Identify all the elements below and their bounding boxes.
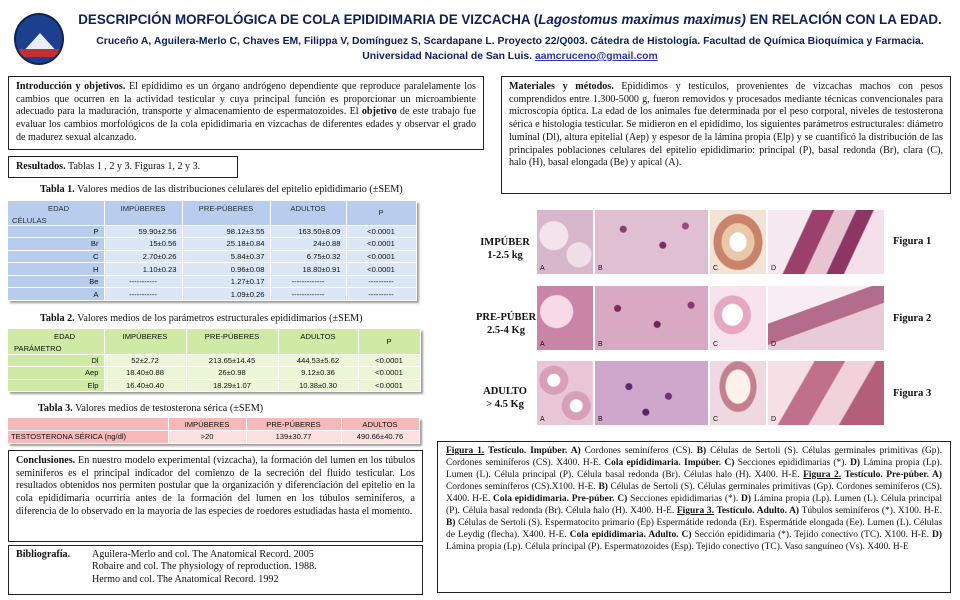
micrograph-3c bbox=[710, 361, 766, 425]
bibliography-box bbox=[8, 545, 423, 595]
row-label-impuber bbox=[470, 236, 540, 262]
intro-objective-word: objetivo bbox=[361, 106, 397, 118]
micrograph-2a bbox=[537, 286, 593, 350]
table3-corner bbox=[8, 418, 168, 431]
intro-box bbox=[8, 76, 484, 150]
conclusions-heading: Conclusiones. bbox=[16, 455, 76, 466]
conclusions-box bbox=[8, 450, 423, 542]
panel-letter: C bbox=[713, 265, 719, 272]
table-cell: ---------- bbox=[346, 275, 416, 288]
title-part-b: EN RELACIÓN CON LA EDAD. bbox=[745, 12, 942, 27]
table-cell: ----------- bbox=[104, 275, 182, 288]
figure-label-3: Figura 3 bbox=[893, 388, 932, 399]
intro-text-end: de este trabajo fue evaluar los cambios morfológicos de la cola epididimaria en vizcachas de diferentes edades y observar el grado de madurez sexual alcanzado. bbox=[16, 106, 476, 143]
bibliography-heading: Bibliografía. bbox=[16, 549, 71, 560]
micrograph-1d bbox=[768, 210, 884, 274]
legend-letter: B) bbox=[696, 446, 707, 456]
table1 bbox=[8, 201, 417, 301]
table1-row-label: C bbox=[8, 250, 104, 263]
table1-caption-text: Valores medios de las distribuciones celulares del epitelio epididimario (±SEM) bbox=[74, 184, 403, 195]
table-row bbox=[8, 367, 420, 380]
table2-row-label: Aep bbox=[8, 367, 104, 380]
legend-text: Lámina propia (Lp). Célula principal (P). Espermatozoides (Esp). Tejido conectivo (TC). Vaso sanguíneo (Vs). X400. H-E bbox=[446, 542, 909, 552]
table-cell: 139±30.77 bbox=[246, 431, 341, 444]
legend-text: Células de Sertoli (S). Células germinales primitivas (Gp). Cordones seminíferos (CS). X400. H-E. bbox=[446, 482, 942, 504]
panel-letter: D bbox=[771, 416, 777, 423]
results-text: Tablas 1 , 2 y 3. Figuras 1, 2 y 3. bbox=[65, 161, 201, 172]
row-label-adulto bbox=[470, 385, 540, 411]
table2-col-header: ADULTOS bbox=[278, 329, 358, 354]
table2-row-label: Dl bbox=[8, 354, 104, 367]
table2-col-header: PRE-PÚBERES bbox=[186, 329, 278, 354]
legend-subtitle: Cola epididimaria. Adulto. C) bbox=[569, 530, 692, 540]
legend-text: Células de Sertoli (S). Espermatocito primario (Ep) Espermátide redonda (Er). Espermátide elongada (Ee). Lumen (L). Células de Leydig (flecha). X400. H-E. bbox=[446, 518, 942, 540]
table-cell: ------------- bbox=[270, 288, 346, 301]
table1-row-label: Br bbox=[8, 238, 104, 251]
table-cell: 0.96±0.08 bbox=[182, 263, 270, 276]
table1-col-header: ADULTOS bbox=[270, 201, 346, 225]
panel-letter: A bbox=[540, 341, 545, 348]
table-cell: 98.12±3.55 bbox=[182, 225, 270, 238]
table-cell: <0.0001 bbox=[346, 250, 416, 263]
micrograph-2d bbox=[768, 286, 884, 350]
table-cell: <0.0001 bbox=[346, 225, 416, 238]
legend-text: Secciones epididimarias (*). bbox=[734, 458, 851, 468]
table-cell: 6.75±0.32 bbox=[270, 250, 346, 263]
panel-letter: A bbox=[540, 416, 545, 423]
micrograph-3d bbox=[768, 361, 884, 425]
table2 bbox=[8, 329, 421, 392]
panel-letter: B bbox=[598, 265, 603, 272]
table3 bbox=[8, 418, 420, 444]
legend-figure2-label: Figura 2. bbox=[803, 470, 842, 480]
table-cell: ------------- bbox=[270, 275, 346, 288]
legend-letter: A) bbox=[567, 446, 581, 456]
row-group: ADULTO bbox=[483, 386, 527, 397]
table-cell: 213.65±14.45 bbox=[186, 354, 278, 367]
authors-line bbox=[70, 34, 950, 64]
table2-corner-bottom: PARÁMETRO bbox=[14, 344, 62, 353]
poster-title bbox=[70, 12, 950, 27]
intro-heading: Introducción y objetivos. bbox=[16, 81, 126, 92]
table-row bbox=[8, 288, 416, 301]
methods-heading: Materiales y métodos. bbox=[509, 81, 614, 92]
panel-letter: B bbox=[598, 341, 603, 348]
table3-row-label: TESTOSTERONA SÉRICA (ng/dl) bbox=[8, 431, 168, 444]
authors-text: Cruceño A, Aguilera-Merlo C, Chaves EM, Filippa V, Domínguez S, Scardapane L. Proyecto 22/Q003. Cátedra de Histología. Facultad de Química Bioquímica y Farmacia. Universidad Nacional de San Luis. bbox=[96, 36, 924, 62]
list-item: Hermo and col. The Anatomical Record. 1992 bbox=[92, 573, 279, 585]
legend-figure3-label: Figura 3. bbox=[676, 506, 714, 516]
table-cell: <0.0001 bbox=[346, 263, 416, 276]
table-cell: 15±0.56 bbox=[104, 238, 182, 251]
row-weight: > 4.5 Kg bbox=[486, 399, 524, 410]
methods-box bbox=[501, 76, 951, 194]
legend-letter: D) bbox=[932, 530, 943, 540]
intro-text: El epidídimo es un órgano andrógeno dependiente que reproduce paralelamente los cambios que ocurren en la actividad testicular y cuya principal función es proporcionar un microambiente adecuado para la maduración, transporte y almacenamiento de espermatozoides. El bbox=[16, 81, 476, 118]
table1-wrapper bbox=[8, 201, 417, 301]
table-row bbox=[8, 354, 420, 367]
micrograph-3a bbox=[537, 361, 593, 425]
panel-letter: A bbox=[540, 265, 545, 272]
micrograph-1a bbox=[537, 210, 593, 274]
table1-corner-top: EDAD bbox=[48, 204, 70, 213]
table-cell: 18.40±0.88 bbox=[104, 367, 186, 380]
legend-text: Cordones seminíferos (CS). bbox=[580, 446, 697, 456]
table2-row-label: Elp bbox=[8, 379, 104, 392]
table2-corner-top: EDAD bbox=[54, 332, 76, 341]
micrograph-1c bbox=[710, 210, 766, 274]
legend-figure2-title: Testículo. Pre-púber. A) bbox=[841, 470, 943, 480]
figure-label-2: Figura 2 bbox=[893, 313, 932, 324]
panel-letter: C bbox=[713, 341, 719, 348]
logo-band bbox=[16, 49, 62, 57]
table2-col-header: IMPÚBERES bbox=[104, 329, 186, 354]
table1-caption bbox=[40, 184, 403, 195]
panel-letter: D bbox=[771, 265, 777, 272]
table-cell: 18.80±0.91 bbox=[270, 263, 346, 276]
row-group: IMPÚBER bbox=[480, 237, 530, 248]
legend-text: Lámina propia (Lp). Lumen (L). Célula principal (P). Célula basal redonda (Br). Célula halo (H). X400. H-E. bbox=[446, 494, 942, 516]
table3-wrapper bbox=[8, 418, 420, 444]
table-cell: 2.70±0.26 bbox=[104, 250, 182, 263]
table2-header-row bbox=[8, 329, 420, 354]
results-box bbox=[8, 156, 238, 178]
table1-col-header: P bbox=[346, 201, 416, 225]
row-label-prepuber bbox=[466, 311, 546, 337]
table2-wrapper bbox=[8, 329, 421, 392]
table-cell: 5.84±0.37 bbox=[182, 250, 270, 263]
legend-letter: B) bbox=[598, 482, 608, 492]
table-row bbox=[8, 263, 416, 276]
table-cell: 444.53±5.62 bbox=[278, 354, 358, 367]
legend-figure1-label: Figura 1. bbox=[446, 446, 485, 456]
legend-text: Secciones epididimarias (*). bbox=[627, 494, 741, 504]
table3-col-header: PRE-PÚBERES bbox=[246, 418, 341, 431]
table-cell: <0.0001 bbox=[358, 354, 420, 367]
row-group: PRE-PÚBER bbox=[475, 312, 537, 323]
table-cell: 59.90±2.56 bbox=[104, 225, 182, 238]
table1-corner-bottom: CÉLULAS bbox=[12, 216, 47, 225]
table-cell: <0.0001 bbox=[358, 367, 420, 380]
table3-col-header: IMPÚBERES bbox=[168, 418, 246, 431]
university-logo bbox=[14, 13, 64, 65]
table-row bbox=[8, 431, 419, 444]
table-cell: >20 bbox=[168, 431, 246, 444]
legend-letter: D) bbox=[741, 494, 751, 504]
table1-corner bbox=[8, 201, 104, 225]
table3-caption bbox=[38, 403, 263, 414]
figure-legend-box bbox=[437, 441, 951, 593]
table2-caption-label: Tabla 2. bbox=[40, 313, 75, 324]
table1-row-label: P bbox=[8, 225, 104, 238]
micrograph-2c bbox=[710, 286, 766, 350]
legend-text: Sección epididimaria (*). Tejido conectivo (TC). X100. H-E. bbox=[691, 530, 933, 540]
table2-col-header: P bbox=[358, 329, 420, 354]
table-cell: 1.27±0.17 bbox=[182, 275, 270, 288]
table-row bbox=[8, 238, 416, 251]
table-cell: 1.10±0.23 bbox=[104, 263, 182, 276]
figure-label-1: Figura 1 bbox=[893, 236, 932, 247]
table-cell: 9.12±0.36 bbox=[278, 367, 358, 380]
contact-email-link[interactable]: aamcruceno@gmail.com bbox=[534, 51, 658, 62]
row-weight: 1-2.5 kg bbox=[487, 250, 523, 261]
row-weight: 2.5-4 Kg bbox=[487, 325, 525, 336]
table-cell: 163.50±8.09 bbox=[270, 225, 346, 238]
table1-caption-label: Tabla 1. bbox=[40, 184, 75, 195]
table-cell: 25.18±0.84 bbox=[182, 238, 270, 251]
table1-row-label: A bbox=[8, 288, 104, 301]
table-cell: <0.0001 bbox=[346, 238, 416, 251]
table2-corner bbox=[8, 329, 104, 354]
table1-col-header: PRE-PÚBERES bbox=[182, 201, 270, 225]
table3-caption-label: Tabla 3. bbox=[38, 403, 73, 414]
table-row bbox=[8, 379, 420, 392]
table-cell: 1.09±0.26 bbox=[182, 288, 270, 301]
table-row bbox=[8, 225, 416, 238]
legend-text: Células de Sertoli (S). Células germinales primitivas (Gp). Cordones seminíferos (CS). X400. H-E. bbox=[446, 446, 943, 468]
table2-caption-text: Valores medios de los parámetros estructurales epididimarios (±SEM) bbox=[74, 313, 363, 324]
legend-subtitle: Cola epididimaria. Impúber. C) bbox=[604, 458, 735, 468]
figure-panel bbox=[430, 205, 955, 430]
table-cell: <0.0001 bbox=[358, 379, 420, 392]
methods-text: Epidídimos y testículos, provenientes de vizcachas machos con pesos comprendidos entre 1.300-5000 g, fueron removidos y procesados mediante técnicas convencionales para microscopía óptica. La edad de los animales fue determinada por el peso corporal, niveles de testosterona sérica e histología testicular. Se midieron en el epidídimo, los siguientes parámetros estructurales: diámetro luminal (Dl), altura epitelial (Aep) y espesor de la lámina propia (Elp) y se cuantificó la distribución de las principales poblaciones celulares del epitelio epididimario: principal (P), basal redonda (Br), clara (C), halo (H), basal elongada (Be) y apical (A). bbox=[509, 81, 943, 169]
table1-col-header: IMPÚBERES bbox=[104, 201, 182, 225]
conclusions-text: En nuestro modelo experimental (vizcacha), la formación del lumen en los túbulos seminíferos es el principal indicador del comienzo de la secreción del fluido testicular. Los resultados obtenidos nos permiten postular que la organización y diferenciación del epitelio en la cola epididimaria ocurriría antes de la formación del lumen en los túbulos seminíferos, a diferencia de lo observado en la mayoría de las especies de roedores estudiadas hasta el momento. bbox=[16, 455, 415, 517]
legend-letter: D) bbox=[850, 458, 861, 468]
list-item: Robaire and col. The physiology of reproduction. 1988. bbox=[92, 561, 317, 573]
table-cell: 16.40±0.40 bbox=[104, 379, 186, 392]
title-species: Lagostomus maximus maximus) bbox=[538, 12, 746, 27]
results-heading: Resultados. bbox=[16, 161, 66, 172]
legend-text: Lámina propia (Lp). Lumen (L). Célula principal (P). Célula basal redonda (Br). Células halo (H). X400. H-E. bbox=[446, 458, 942, 480]
table-cell: ----------- bbox=[104, 288, 182, 301]
legend-letter: B) bbox=[446, 518, 456, 528]
legend-figure3-title: Testículo. Adulto. A) bbox=[713, 506, 800, 516]
micrograph-1b bbox=[595, 210, 708, 274]
table-row bbox=[8, 275, 416, 288]
legend-text: Túbulos seminíferos (*). X100. H-E. bbox=[799, 506, 943, 516]
micrograph-2b bbox=[595, 286, 708, 350]
panel-letter: C bbox=[713, 416, 719, 423]
table-cell: 18.29±1.07 bbox=[186, 379, 278, 392]
table-cell: 52±2.72 bbox=[104, 354, 186, 367]
table3-col-header: ADULTOS bbox=[341, 418, 419, 431]
legend-subtitle: Cola epididimaria. Pre-púber. C) bbox=[493, 494, 628, 504]
table-cell: ---------- bbox=[346, 288, 416, 301]
table-cell: 10.38±0.30 bbox=[278, 379, 358, 392]
list-item: Aguilera-Merlo and col. The Anatomical Record. 2005 bbox=[92, 549, 314, 560]
legend-figure1-title: Testículo. Impúber. bbox=[484, 446, 568, 456]
title-part-a: DESCRIPCIÓN MORFOLÓGICA DE COLA EPIDIDIMARIA DE VIZCACHA ( bbox=[78, 12, 539, 27]
table-row bbox=[8, 250, 416, 263]
bibliography-content bbox=[16, 549, 415, 586]
panel-letter: B bbox=[598, 416, 603, 423]
bibliography-list bbox=[92, 549, 317, 586]
table1-row-label: Be bbox=[8, 275, 104, 288]
table-cell: 24±0.88 bbox=[270, 238, 346, 251]
table-cell: 26±0.98 bbox=[186, 367, 278, 380]
table1-row-label: H bbox=[8, 263, 104, 276]
micrograph-3b bbox=[595, 361, 708, 425]
table-cell: 490.66±40.76 bbox=[341, 431, 419, 444]
table3-header-row bbox=[8, 418, 419, 431]
panel-letter: D bbox=[771, 341, 777, 348]
table3-caption-text: Valores medios de testosterona sérica (±SEM) bbox=[72, 403, 264, 414]
legend-text: Cordones seminíferos (CS).X100. H-E. bbox=[446, 482, 599, 492]
table2-caption bbox=[40, 313, 363, 324]
